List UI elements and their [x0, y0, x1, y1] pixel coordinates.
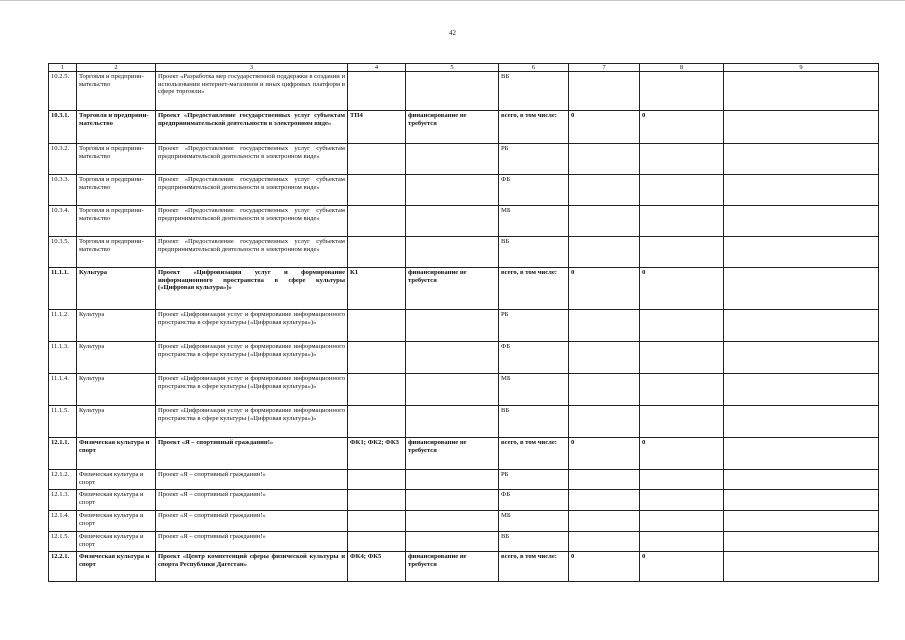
table-row [49, 406, 879, 438]
financing-cell [406, 374, 499, 406]
funding-source-cell: МБ [499, 374, 569, 406]
amount-cell-8 [640, 406, 724, 438]
header-cell: 1 [49, 64, 77, 72]
amount-cell-8: 0 [640, 111, 724, 144]
indicator-cell [348, 342, 406, 374]
amount-cell-9 [724, 438, 879, 470]
funding-source-cell: РБ [499, 310, 569, 342]
table-header-row [49, 64, 879, 72]
table-row [49, 175, 879, 206]
project-cell: Проект «Предоставление государственных услуг субъектам предпринимательской деятельности в электронном виде» [156, 175, 348, 206]
row-number-cell: 10.3.1. [49, 111, 77, 144]
financing-cell: финансирование не требуется [406, 438, 499, 470]
financing-cell [406, 406, 499, 438]
table-row [49, 490, 879, 511]
amount-cell-7 [569, 175, 640, 206]
indicator-cell [348, 175, 406, 206]
amount-cell-9 [724, 374, 879, 406]
financing-cell [406, 175, 499, 206]
header-cell: 5 [406, 64, 499, 72]
row-number-cell: 12.1.5. [49, 532, 77, 552]
header-cell: 4 [348, 64, 406, 72]
table-row [49, 511, 879, 532]
row-number-cell: 12.1.1. [49, 438, 77, 470]
header-cell: 7 [569, 64, 640, 72]
row-number-cell: 11.1.4. [49, 374, 77, 406]
amount-cell-9 [724, 342, 879, 374]
funding-source-cell: РБ [499, 144, 569, 175]
project-cell: Проект «Я – спортивный гражданин!» [156, 438, 348, 470]
funding-source-cell: ВБ [499, 237, 569, 268]
amount-cell-8: 0 [640, 552, 724, 582]
indicator-cell [348, 374, 406, 406]
funding-source-cell: всего, в том числе: [499, 438, 569, 470]
table-row [49, 342, 879, 374]
indicator-cell [348, 206, 406, 237]
header-cell: 9 [724, 64, 879, 72]
amount-cell-7 [569, 470, 640, 490]
financing-cell [406, 342, 499, 374]
row-number-cell: 12.2.1. [49, 552, 77, 582]
sphere-cell: Физическая культура и спорт [77, 470, 156, 490]
row-number-cell: 10.3.2. [49, 144, 77, 175]
sphere-cell: Физическая культура и спорт [77, 438, 156, 470]
amount-cell-7 [569, 511, 640, 532]
amount-cell-7 [569, 237, 640, 268]
amount-cell-8 [640, 206, 724, 237]
financing-cell [406, 470, 499, 490]
program-table [48, 63, 879, 582]
indicator-cell: ФК1; ФК2; ФК3 [348, 438, 406, 470]
funding-source-cell: ВБ [499, 406, 569, 438]
amount-cell-8 [640, 175, 724, 206]
amount-cell-7 [569, 532, 640, 552]
financing-cell [406, 511, 499, 532]
row-number-cell: 12.1.2. [49, 470, 77, 490]
amount-cell-9 [724, 310, 879, 342]
row-number-cell: 11.1.3. [49, 342, 77, 374]
funding-source-cell: всего, в том числе: [499, 268, 569, 310]
indicator-cell [348, 490, 406, 511]
amount-cell-7 [569, 206, 640, 237]
sphere-cell: Торговля и предприни-мательство [77, 111, 156, 144]
amount-cell-8 [640, 72, 724, 111]
project-cell: Проект «Цифровизация услуг и формирование информационного пространства в сфере культуры («Цифровая культура»)» [156, 342, 348, 374]
project-cell: Проект «Цифровизация услуг и формирование информационного пространства в сфере культуры («Цифровая культура»)» [156, 374, 348, 406]
project-cell: Проект «Цифровизация услуг и формирование информационного пространства в сфере культуры («Цифровая культура»)» [156, 268, 348, 310]
amount-cell-8: 0 [640, 268, 724, 310]
amount-cell-8 [640, 511, 724, 532]
project-cell: Проект «Я – спортивный гражданин!» [156, 490, 348, 511]
sphere-cell: Торговля и предприни-мательство [77, 144, 156, 175]
amount-cell-9 [724, 552, 879, 582]
funding-source-cell: РБ [499, 470, 569, 490]
sphere-cell: Культура [77, 268, 156, 310]
financing-cell: финансирование не требуется [406, 111, 499, 144]
amount-cell-7: 0 [569, 111, 640, 144]
row-number-cell: 10.2.5. [49, 72, 77, 111]
funding-source-cell: всего, в том числе: [499, 552, 569, 582]
sphere-cell: Торговля и предприни-мательство [77, 72, 156, 111]
amount-cell-9 [724, 237, 879, 268]
indicator-cell [348, 511, 406, 532]
page-top-border [0, 0, 905, 1]
indicator-cell [348, 144, 406, 175]
financing-cell [406, 144, 499, 175]
table-row [49, 72, 879, 111]
amount-cell-8 [640, 237, 724, 268]
table-row [49, 237, 879, 268]
project-cell: Проект «Цифровизация услуг и формирование информационного пространства в сфере культуры («Цифровая культура»)» [156, 310, 348, 342]
row-number-cell: 10.3.3. [49, 175, 77, 206]
table-row [49, 206, 879, 237]
funding-source-cell: ВБ [499, 532, 569, 552]
financing-cell [406, 206, 499, 237]
funding-source-cell: ФБ [499, 490, 569, 511]
project-cell: Проект «Цифровизация услуг и формирование информационного пространства в сфере культуры («Цифровая культура»)» [156, 406, 348, 438]
amount-cell-7 [569, 310, 640, 342]
project-cell: Проект «Предоставление государственных услуг субъектам предпринимательской деятельности в электронном виде» [156, 111, 348, 144]
indicator-cell [348, 72, 406, 111]
row-number-cell: 10.3.4. [49, 206, 77, 237]
sphere-cell: Физическая культура и спорт [77, 511, 156, 532]
amount-cell-9 [724, 470, 879, 490]
sphere-cell: Физическая культура и спорт [77, 532, 156, 552]
amount-cell-8 [640, 342, 724, 374]
project-cell: Проект «Предоставление государственных услуг субъектам предпринимательской деятельности в электронном виде» [156, 237, 348, 268]
funding-source-cell: МБ [499, 206, 569, 237]
indicator-cell: ФК4; ФК5 [348, 552, 406, 582]
amount-cell-8: 0 [640, 438, 724, 470]
table-row [49, 310, 879, 342]
funding-source-cell: ВБ [499, 72, 569, 111]
project-cell: Проект «Центр компетенций сферы физической культуры и спорта Республики Дагестан» [156, 552, 348, 582]
project-cell: Проект «Я – спортивный гражданин!» [156, 470, 348, 490]
amount-cell-9 [724, 206, 879, 237]
indicator-cell [348, 237, 406, 268]
project-cell: Проект «Я – спортивный гражданин!» [156, 511, 348, 532]
amount-cell-9 [724, 111, 879, 144]
indicator-cell: ТП4 [348, 111, 406, 144]
sphere-cell: Культура [77, 406, 156, 438]
header-cell: 6 [499, 64, 569, 72]
row-number-cell: 10.3.5. [49, 237, 77, 268]
table-row [49, 374, 879, 406]
amount-cell-7 [569, 72, 640, 111]
sphere-cell: Культура [77, 310, 156, 342]
amount-cell-7 [569, 144, 640, 175]
table-row [49, 268, 879, 310]
sphere-cell: Торговля и предприни-мательство [77, 237, 156, 268]
amount-cell-9 [724, 72, 879, 111]
indicator-cell [348, 310, 406, 342]
table-row [49, 111, 879, 144]
row-number-cell: 12.1.4. [49, 511, 77, 532]
financing-cell [406, 237, 499, 268]
amount-cell-7: 0 [569, 552, 640, 582]
row-number-cell: 11.1.2. [49, 310, 77, 342]
sphere-cell: Физическая культура и спорт [77, 552, 156, 582]
indicator-cell [348, 406, 406, 438]
project-cell: Проект «Я – спортивный гражданин!» [156, 532, 348, 552]
amount-cell-7: 0 [569, 268, 640, 310]
project-cell: Проект «Предоставление государственных услуг субъектам предпринимательской деятельности в электронном виде» [156, 206, 348, 237]
amount-cell-8 [640, 144, 724, 175]
row-number-cell: 11.1.5. [49, 406, 77, 438]
amount-cell-9 [724, 268, 879, 310]
sphere-cell: Физическая культура и спорт [77, 490, 156, 511]
row-number-cell: 12.1.3. [49, 490, 77, 511]
financing-cell: финансирование не требуется [406, 268, 499, 310]
header-cell: 2 [77, 64, 156, 72]
header-cell: 8 [640, 64, 724, 72]
amount-cell-7 [569, 374, 640, 406]
project-cell: Проект «Предоставление государственных услуг субъектам предпринимательской деятельности в электронном виде» [156, 144, 348, 175]
amount-cell-9 [724, 175, 879, 206]
financing-cell [406, 72, 499, 111]
indicator-cell [348, 470, 406, 490]
amount-cell-9 [724, 406, 879, 438]
amount-cell-7: 0 [569, 438, 640, 470]
funding-source-cell: МБ [499, 511, 569, 532]
sphere-cell: Торговля и предприни-мательство [77, 206, 156, 237]
amount-cell-9 [724, 144, 879, 175]
indicator-cell: К1 [348, 268, 406, 310]
financing-cell [406, 532, 499, 552]
amount-cell-7 [569, 490, 640, 511]
sphere-cell: Торговля и предприни-мательство [77, 175, 156, 206]
amount-cell-8 [640, 490, 724, 511]
funding-source-cell: всего, в том числе: [499, 111, 569, 144]
row-number-cell: 11.1.1. [49, 268, 77, 310]
amount-cell-8 [640, 470, 724, 490]
amount-cell-7 [569, 406, 640, 438]
table-row [49, 144, 879, 175]
project-cell: Проект «Разработка мер государственной поддержки в создании и использовании интернет-магазинов и иных цифровых платформ в сфере торговли» [156, 72, 348, 111]
sphere-cell: Культура [77, 374, 156, 406]
amount-cell-9 [724, 511, 879, 532]
amount-cell-7 [569, 342, 640, 374]
amount-cell-8 [640, 532, 724, 552]
amount-cell-8 [640, 374, 724, 406]
sphere-cell: Культура [77, 342, 156, 374]
indicator-cell [348, 532, 406, 552]
financing-cell: финансирование не требуется [406, 552, 499, 582]
amount-cell-8 [640, 310, 724, 342]
header-cell: 3 [156, 64, 348, 72]
page-number: 42 [449, 29, 456, 37]
table-row [49, 438, 879, 470]
amount-cell-9 [724, 532, 879, 552]
funding-source-cell: ФБ [499, 175, 569, 206]
table-row [49, 532, 879, 552]
financing-cell [406, 310, 499, 342]
table-row [49, 470, 879, 490]
table-row [49, 552, 879, 582]
financing-cell [406, 490, 499, 511]
funding-source-cell: ФБ [499, 342, 569, 374]
amount-cell-9 [724, 490, 879, 511]
